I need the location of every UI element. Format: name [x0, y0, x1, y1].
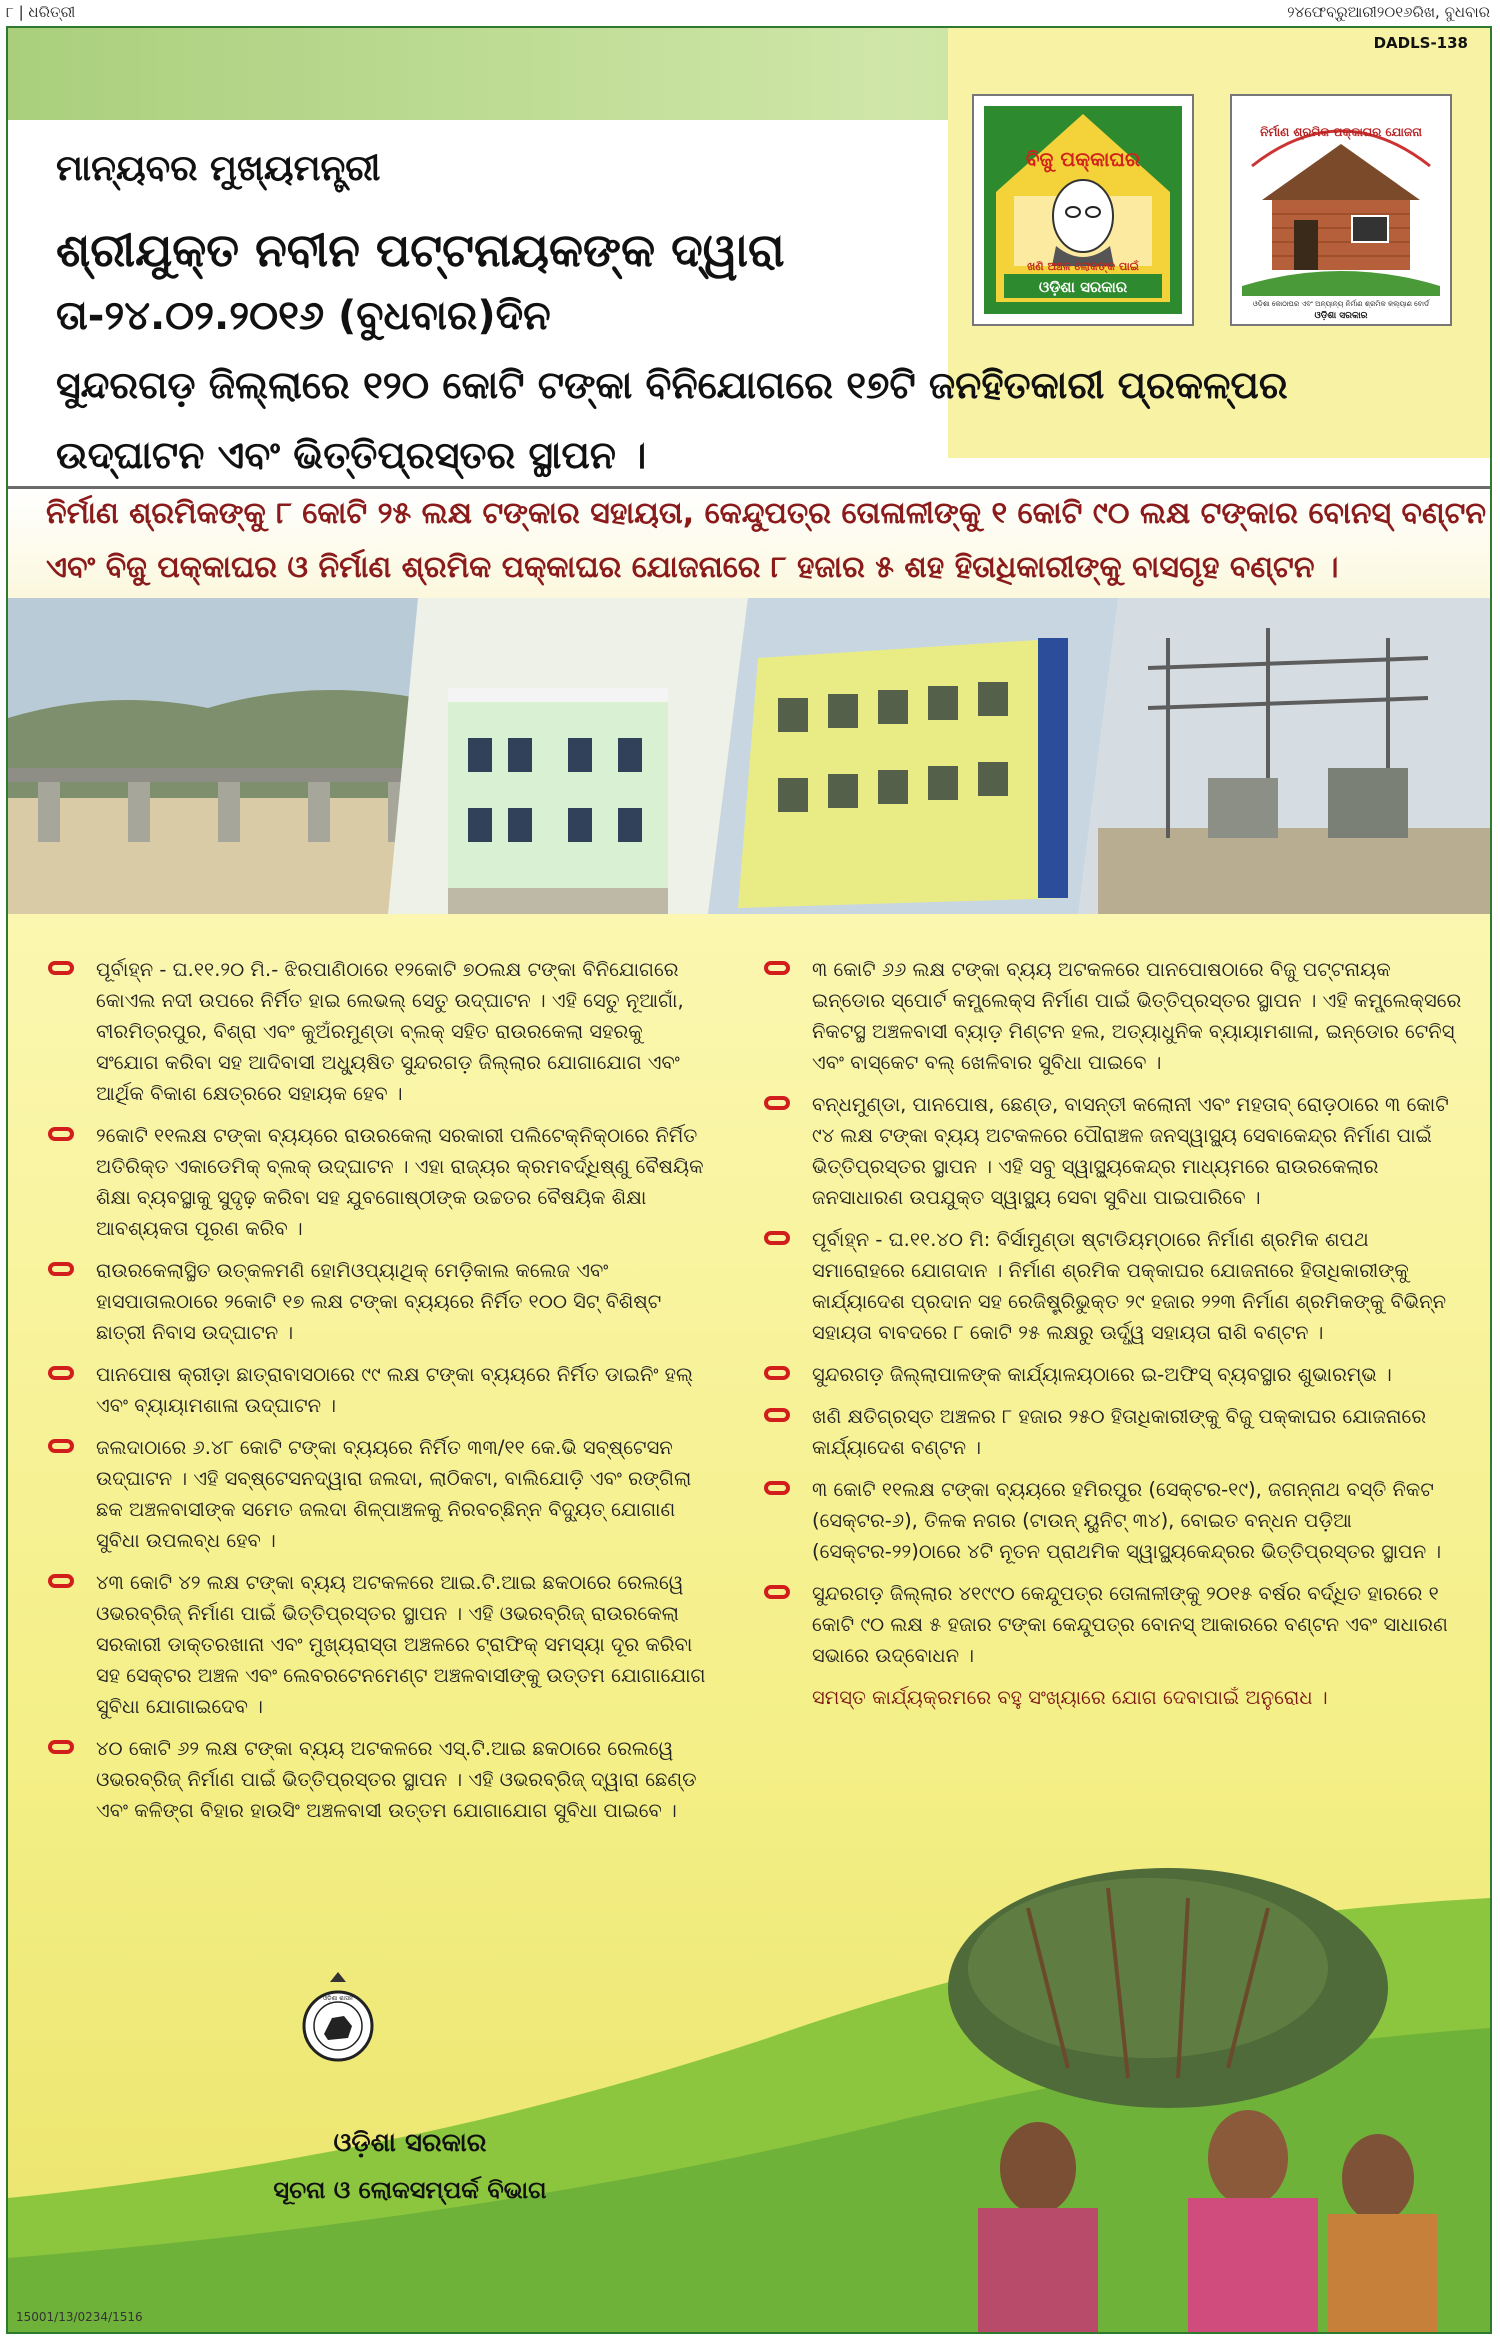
logo2-title: ନିର୍ମାଣ ଶ୍ରମିକ ପକ୍କାଘର ଯୋଜନା: [1260, 125, 1422, 139]
bullet-icon: [48, 961, 74, 975]
bullet-icon: [48, 1127, 74, 1141]
list-item: [764, 1401, 1464, 1463]
list-item-text: ୪୩ କୋଟି ୪୨ ଲକ୍ଷ ଟଙ୍କା ବ୍ୟୟ ଅଟକଳରେ ଆଇ.ଟି.ଆଇ ଛକଠାରେ ରେଲୱେ ଓଭରବ୍ରିଜ୍ ନିର୍ମାଣ ପାଇଁ ଭିତ୍ତିପ୍ରସ୍ତର ସ୍ଥାପନ । ଏହି ଓଭରବ୍ରିଜ୍ ରାଉରକେଲା ସରକାରୀ ଡାକ୍ତରଖାନା ଏବଂ ମୁଖ୍ୟରାସ୍ତା ଅଞ୍ଚଳରେ ଟ୍ରାଫିକ୍ ସମସ୍ୟା ଦୂର କରିବା ସହ ସେକ୍ଟର ଅଞ୍ଚଳ ଏବଂ ଲେବରଟେନମେଣ୍ଟ ଅଞ୍ଚଳବାସୀଙ୍କୁ ଉତ୍ତମ ଯୋଗାଯୋଗ ସୁବିଧା ଯୋଗାଇଦେବ ।: [96, 1571, 706, 1718]
department-name: ସୂଚନା ଓ ଲୋକସମ୍ପର୍କ ବିଭାଗ: [273, 2176, 547, 2204]
brick-house-icon: [1232, 96, 1450, 324]
biju-pucca-ghar-logo: [972, 94, 1194, 326]
newspaper-header: [0, 0, 1500, 26]
bullet-icon: [764, 1366, 790, 1380]
list-item-text: ପାନପୋଷ କ୍ରୀଡ଼ା ଛାତ୍ରାବାସଠାରେ ୯୯ ଲକ୍ଷ ଟଙ୍କା ବ୍ୟୟରେ ନିର୍ମିତ ଡାଇନିଂ ହଲ୍ ଏବଂ ବ୍ୟାୟାମଶାଳା ଉଦ୍‌ଘାଟନ ।: [96, 1363, 693, 1417]
headline-line-3: ତା-୨୪.୦୨.୨୦୧୬ (ବୁଧବାର)ଦିନ: [56, 293, 551, 339]
list-item: [48, 1120, 708, 1244]
list-item-text: ସୁନ୍ଦରଗଡ଼ ଜିଲ୍ଲାପାଳଙ୍କ କାର୍ଯ୍ୟାଳୟଠାରେ ଇ-ଅଫିସ୍ ବ୍ୟବସ୍ଥାର ଶୁଭାରମ୍ଭ ।: [812, 1363, 1392, 1386]
closing-note: ସମସ୍ତ କାର୍ଯ୍ୟକ୍ରମରେ ବହୁ ସଂଖ୍ୟାରେ ଯୋଗ ଦେବାପାଇଁ ଅନୁରୋଧ ।: [812, 1686, 1328, 1709]
list-item-text: ୩ କୋଟି ୧୧ଲକ୍ଷ ଟଙ୍କା ବ୍ୟୟରେ ହମିରପୁର (ସେକ୍ଟର-୧୯), ଜଗନ୍ନାଥ ବସ୍ତି ନିକଟ (ସେକ୍ଟର-୬), ତିଳକ ନଗର (ଟାଉନ୍ ୟୁନିଟ୍ ୩୪), ବୋଇତ ବନ୍ଧନ ପଡ଼ିଆ (ସେକ୍ଟର-୨୨)ଠାରେ ୪ଟି ନୂତନ ପ୍ରାଥମିକ ସ୍ୱାସ୍ଥ୍ୟକେନ୍ଦ୍ରର ଭିତ୍ତିପ୍ରସ୍ତର ସ୍ଥାପନ ।: [812, 1478, 1442, 1563]
page-label: ୮ | ଧରିତ୍ରୀ: [6, 3, 76, 21]
bullet-icon: [764, 1481, 790, 1495]
bullet-icon: [764, 1096, 790, 1110]
list-item: [764, 1474, 1464, 1567]
release-code: 15001/13/0234/1516: [16, 2310, 143, 2324]
list-item-text: ପୂର୍ବାହ୍ନ - ଘ.୧୧.୨୦ ମି.- ଝିରପାଣିଠାରେ ୧୨କୋଟି ୭୦ଲକ୍ଷ ଟଙ୍କା ବିନିଯୋଗରେ କୋଏଲ ନଦୀ ଉପରେ ନିର୍ମିତ ହାଇ ଲେଭଲ୍ ସେତୁ ଉଦ୍‌ଘାଟନ । ଏହି ସେତୁ ନୂଆଗାଁ, ବୀରମିତ୍ରପୁର, ବିଶ୍ରା ଏବଂ କୁଅଁରମୁଣ୍ଡା ବ୍ଲକ୍ ସହିତ ରାଉରକେଲା ସହରକୁ ସଂଯୋଗ କରିବା ସହ ଆଦିବାସୀ ଅଧ୍ୟୁଷିତ ସୁନ୍ଦରଗଡ଼ ଜିଲ୍ଲାର ଯୋଗାଯୋଗ ଏବଂ ଆର୍ଥିକ ବିକାଶ କ୍ଷେତ୍ରରେ ସହାୟକ ହେବ ।: [96, 958, 684, 1105]
substation-photo: [1078, 598, 1490, 914]
issue-date: ୨୪ଫେବ୍ରୁଆରୀ୨୦୧୬ରିଖ, ବୁଧବାର: [1287, 3, 1490, 21]
logo1-subtitle: ଖଣି ଅଞ୍ଚଳ ଲୋକଙ୍କ ପାଇଁ: [1027, 260, 1139, 273]
nirman-shramik-logo: [1230, 94, 1452, 326]
headline-line-5: ଉଦ୍‌ଘାଟନ ଏବଂ ଭିତ୍ତିପ୍ରସ୍ତର ସ୍ଥାପନ ।: [56, 433, 647, 477]
header-divider: [8, 486, 1490, 489]
bullet-icon: [48, 1740, 74, 1754]
highlight-line-1: ନିର୍ମାଣ ଶ୍ରମିକଙ୍କୁ ୮ କୋଟି ୨୫ ଲକ୍ଷ ଟଙ୍କାର ସହାୟତା, କେନ୍ଦୁପତ୍ର ତୋଳାଳୀଙ୍କୁ ୧ କୋଟି ୯୦ ଲକ୍ଷ ଟଙ୍କାର ବୋନସ୍ ବଣ୍ଟନ: [46, 496, 1487, 531]
hostel-building-photo: [708, 598, 1118, 914]
leaf-collectors-photo: [868, 1848, 1490, 2334]
logo2-board: ଓଡ଼ିଶା କୋଠାଘର ଏବଂ ଅନ୍ୟାନ୍ୟ ନିର୍ମାଣ ଶ୍ରମିକ କଲ୍ୟାଣ ବୋର୍ଡ: [1252, 300, 1430, 308]
odisha-government-seal-icon: [298, 1968, 378, 2078]
list-item-text: ୪୦ କୋଟି ୬୨ ଲକ୍ଷ ଟଙ୍କା ବ୍ୟୟ ଅଟକଳରେ ଏସ୍.ଟି.ଆଇ ଛକଠାରେ ରେଲୱେ ଓଭରବ୍ରିଜ୍ ନିର୍ମାଣ ପାଇଁ ଭିତ୍ତିପ୍ରସ୍ତର ସ୍ଥାପନ । ଏହି ଓଭରବ୍ରିଜ୍ ଦ୍ୱାରା ଛେଣ୍ଡ ଏବଂ କଳିଙ୍ଗ ବିହାର ହାଉସିଂ ଅଞ୍ଚଳବାସୀ ଉତ୍ତମ ଯୋଗାଯୋଗ ସୁବିଧା ପାଇବେ ।: [96, 1737, 697, 1822]
house-portrait-icon: [974, 96, 1192, 324]
list-item: [48, 1733, 708, 1826]
list-item: [764, 1089, 1464, 1213]
highlight-line-2: ଏବଂ ବିଜୁ ପକ୍କାଘର ଓ ନିର୍ମାଣ ଶ୍ରମିକ ପକ୍କାଘର ଯୋଜନାରେ ୮ ହଜାର ୫ ଶହ ହିତାଧିକାରୀଙ୍କୁ ବାସଗୃହ ବଣ୍ଟନ ।: [46, 550, 1339, 585]
logo2-govt: ଓଡ଼ିଶା ସରକାର: [1314, 311, 1368, 321]
bullet-icon: [48, 1439, 74, 1453]
bullet-icon: [764, 1408, 790, 1422]
list-item: [48, 1359, 708, 1421]
ad-code: DADLS-138: [1373, 34, 1468, 52]
bullet-icon: [48, 1262, 74, 1276]
bullet-icon: [764, 1585, 790, 1599]
headline-line-1: ମାନ୍ୟବର ମୁଖ୍ୟମନ୍ତ୍ରୀ: [56, 148, 381, 189]
list-item-text: ୩ କୋଟି ୬୬ ଲକ୍ଷ ଟଙ୍କା ବ୍ୟୟ ଅଟକଳରେ ପାନପୋଷଠାରେ ବିଜୁ ପଟ୍ଟନାୟକ ଇନ୍‌ଡୋର ସ୍ପୋର୍ଟ କମ୍ପ୍ଲେକ୍ସ ନିର୍ମାଣ ପାଇଁ ଭିତ୍ତିପ୍ରସ୍ତର ସ୍ଥାପନ । ଏହି କମ୍ପ୍ଲେକ୍ସରେ ନିକଟସ୍ଥ ଅଞ୍ଚଳବାସୀ ବ୍ୟାଡ଼ ମିଣ୍ଟନ ହଲ, ଅତ୍ୟାଧୁନିକ ବ୍ୟାୟାମଶାଳା, ଇନ୍‌ଡୋର ଟେନିସ୍ ଏବଂ ବାସ୍କେଟ ବଲ୍ ଖେଳିବାର ସୁବିଧା ପାଇବେ ।: [812, 958, 1462, 1074]
government-name: ଓଡ଼ିଶା ସରକାର: [333, 2128, 487, 2158]
bullet-icon: [48, 1366, 74, 1380]
list-item: [764, 954, 1464, 1078]
bullet-icon: [764, 961, 790, 975]
list-item-text: ସୁନ୍ଦରଗଡ଼ ଜିଲ୍ଲାର ୪୧୯୯୦ କେନ୍ଦୁପତ୍ର ତୋଳାଳୀଙ୍କୁ ୨୦୧୫ ବର୍ଷର ବର୍ଦ୍ଧିତ ହାରରେ ୧ କୋଟି ୯୦ ଲକ୍ଷ ୫ ହଜାର ଟଙ୍କା କେନ୍ଦୁପତ୍ର ବୋନସ୍ ଆକାରରେ ବଣ୍ଟନ ଏବଂ ସାଧାରଣ ସଭାରେ ଉଦ୍‌ବୋଧନ ।: [812, 1582, 1448, 1667]
list-item-text: ବନ୍ଧମୁଣ୍ଡା, ପାନପୋଷ, ଛେଣ୍ଡ, ବାସନ୍ତୀ କଲୋନୀ ଏବଂ ମହତାବ୍ ରୋଡ଼ଠାରେ ୩ କୋଟି ୯୪ ଲକ୍ଷ ଟଙ୍କା ବ୍ୟୟ ଅଟକଳରେ ପୌରାଞ୍ଚଳ ଜନସ୍ୱାସ୍ଥ୍ୟ ସେବାକେନ୍ଦ୍ର ନିର୍ମାଣ ପାଇଁ ଭିତ୍ତିପ୍ରସ୍ତର ସ୍ଥାପନ । ଏହି ସବୁ ସ୍ୱାସ୍ଥ୍ୟକେନ୍ଦ୍ର ମାଧ୍ୟମରେ ରାଉରକେଲାର ଜନସାଧାରଣ ଉପଯୁକ୍ତ ସ୍ୱାସ୍ଥ୍ୟ ସେବା ସୁବିଧା ପାଇପାରିବେ ।: [812, 1093, 1449, 1209]
list-item-text: ଖଣି କ୍ଷତିଗ୍ରସ୍ତ ଅଞ୍ଚଳର ୮ ହଜାର ୨୫୦ ହିତାଧିକାରୀଙ୍କୁ ବିଜୁ ପକ୍କାଘର ଯୋଜନାରେ କାର୍ଯ୍ୟାଦେଶ ବଣ୍ଟନ ।: [812, 1405, 1427, 1459]
logo1-title: ବିଜୁ ପକ୍କାଘର: [1025, 147, 1141, 171]
list-item: [48, 1567, 708, 1722]
bridge-photo: [8, 598, 418, 914]
advertisement-frame: [6, 26, 1492, 2334]
project-photo-collage: [8, 598, 1490, 914]
list-item-text: ରାଉରକେଲାସ୍ଥିତ ଉତ୍କଳମଣି ହୋମିଓପ୍ୟାଥିକ୍ ମେଡ଼ିକାଲ କଲେଜ ଏବଂ ହାସପାତାଲଠାରେ ୨କୋଟି ୧୭ ଲକ୍ଷ ଟଙ୍କା ବ୍ୟୟରେ ନିର୍ମିତ ୧୦୦ ସିଟ୍ ବିଶିଷ୍ଟ ଛାତ୍ରୀ ନିବାସ ଉଦ୍‌ଘାଟନ ।: [96, 1259, 662, 1344]
bullet-icon: [764, 1231, 790, 1245]
list-item: [48, 954, 708, 1109]
right-column: [764, 954, 1464, 1713]
logo1-govt: ଓଡ଼ିଶା ସରକାର: [1038, 278, 1128, 296]
list-item: [764, 1359, 1464, 1390]
list-item: [48, 1432, 708, 1556]
list-item: [764, 1224, 1464, 1348]
seal-text: ଓଡ଼ିଶା ଶାସନ: [322, 1995, 354, 2002]
list-item: [764, 1578, 1464, 1671]
headline-line-2: ଶ୍ରୀଯୁକ୍ତ ନବୀନ ପଟ୍ଟନାୟକଙ୍କ ଦ୍ୱାରା: [56, 223, 785, 277]
headline-line-4: ସୁନ୍ଦରଗଡ଼ ଜିଲ୍ଲାରେ ୧୨୦ କୋଟି ଟଙ୍କା ବିନିଯୋଗରେ ୧୭ଟି ଜନହିତକାରୀ ପ୍ରକଳ୍ପର: [56, 363, 1288, 407]
academic-building-photo: [388, 598, 748, 914]
list-item-text: ଜଲଦାଠାରେ ୬.୪୮ କୋଟି ଟଙ୍କା ବ୍ୟୟରେ ନିର୍ମିତ ୩୩/୧୧ କେ.ଭି ସବ୍‌ଷ୍ଟେସନ ଉଦ୍‌ଘାଟନ । ଏହି ସବ୍‌ଷ୍ଟେସନଦ୍ୱାରା ଜଲଦା, ଲାଠିକଟା, ବାଲିଯୋଡ଼ି ଏବଂ ରଙ୍ଗିଲା ଛକ ଅଞ୍ଚଳବାସୀଙ୍କ ସମେତ ଜଲଦା ଶିଳ୍ପାଞ୍ଚଳକୁ ନିରବଚ୍ଛିନ୍ନ ବିଦ୍ୟୁତ୍ ଯୋଗାଣ ସୁବିଧା ଉପଲବ୍ଧ ହେବ ।: [96, 1436, 692, 1552]
list-item: [48, 1255, 708, 1348]
left-column: [48, 954, 708, 1837]
list-item-text: ପୂର୍ବାହ୍ନ - ଘ.୧୧.୪୦ ମି: ବିର୍ସାମୁଣ୍ଡା ଷ୍ଟାଡିୟମ୍‌ଠାରେ ନିର୍ମାଣ ଶ୍ରମିକ ଶପଥ ସମାରୋହରେ ଯୋଗଦାନ । ନିର୍ମାଣ ଶ୍ରମିକ ପକ୍କାଘର ଯୋଜନାରେ ହିତାଧିକାରୀଙ୍କୁ କାର୍ଯ୍ୟାଦେଶ ପ୍ରଦାନ ସହ ରେଜିଷ୍ଟ୍ରିଭୁକ୍ତ ୨୯ ହଜାର ୨୨୩ ନିର୍ମାଣ ଶ୍ରମିକଙ୍କୁ ବିଭିନ୍ନ ସହାୟତା ବାବଦରେ ୮ କୋଟି ୨୫ ଲକ୍ଷରୁ ଊର୍ଦ୍ଧ୍ୱ ସହାୟତା ରାଶି ବଣ୍ଟନ ।: [812, 1228, 1447, 1344]
bullet-icon: [48, 1574, 74, 1588]
list-item-text: ୨କୋଟି ୧୧ଲକ୍ଷ ଟଙ୍କା ବ୍ୟୟରେ ରାଉରକେଲା ସରକାରୀ ପଲିଟେକ୍‌ନିକ୍‌ଠାରେ ନିର୍ମିତ ଅତିରିକ୍ତ ଏକାଡେମିକ୍ ବ୍ଲକ୍ ଉଦ୍‌ଘାଟନ । ଏହା ରାଜ୍ୟର କ୍ରମବର୍ଦ୍ଧିଷ୍ଣୁ ବୈଷୟିକ ଶିକ୍ଷା ବ୍ୟବସ୍ଥାକୁ ସୁଦୃଢ଼ କରିବା ସହ ଯୁବଗୋଷ୍ଠୀଙ୍କ ଉଚ୍ଚତର ବୈଷୟିକ ଶିକ୍ଷା ଆବଶ୍ୟକତା ପୂରଣ କରିବ ।: [96, 1124, 704, 1240]
